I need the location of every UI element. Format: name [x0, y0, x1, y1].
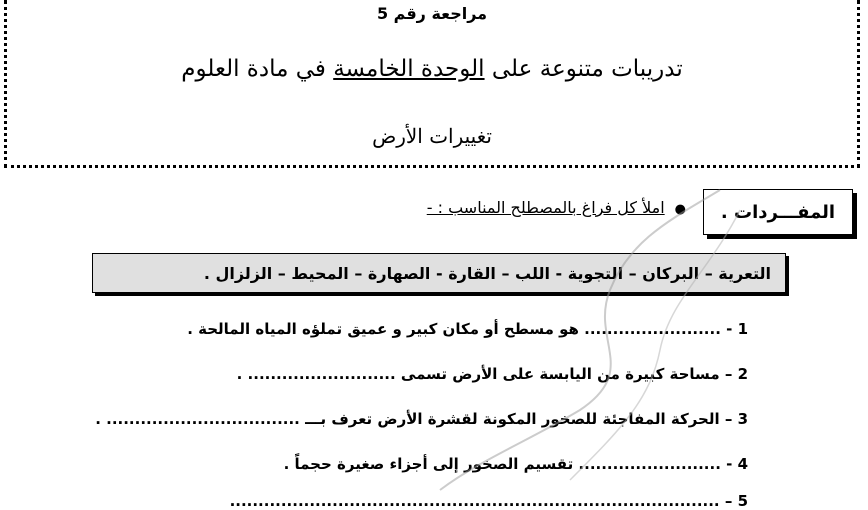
topic-title: تغييرات الأرض	[372, 124, 492, 148]
instruction-line	[427, 198, 686, 217]
subject-prefix: تدريبات متنوعة على	[491, 56, 683, 82]
subject-unit: الوحدة الخامسة	[333, 56, 485, 82]
subject-suffix: في مادة العلوم	[181, 56, 326, 82]
question-3: 3 – الحركة المفاجئة للصخور المكونة لقشرة الأرض تعرف بـــ .................................. .	[95, 410, 748, 428]
terms-box: التعرية – البركان – التجوية - اللب – القارة - الصهارة – المحيط – الزلزال .	[92, 253, 786, 293]
header-box	[4, 0, 860, 168]
watermark-icon	[420, 180, 750, 500]
question-2: 2 – مساحة كبيرة من اليابسة على الأرض تسمى .......................... .	[236, 365, 748, 383]
question-4: 4 - ......................... تقسيم الصخور إلى أجزاء صغيرة حجماً .	[283, 455, 748, 473]
review-number: مراجعة رقم 5	[376, 4, 488, 23]
instruction-text: املأ كل فراغ بالمصطلح المناسب : -	[426, 198, 665, 217]
subject-line	[7, 56, 857, 82]
question-5: 5 – ......................................................................................	[229, 492, 748, 510]
vocab-section-label: المفـــردات .	[703, 189, 853, 235]
question-1: 1 - ........................ هو مسطح أو مكان كبير و عميق تملؤه المياه المالحة .	[187, 320, 748, 338]
bullet-icon: ●	[674, 202, 686, 217]
